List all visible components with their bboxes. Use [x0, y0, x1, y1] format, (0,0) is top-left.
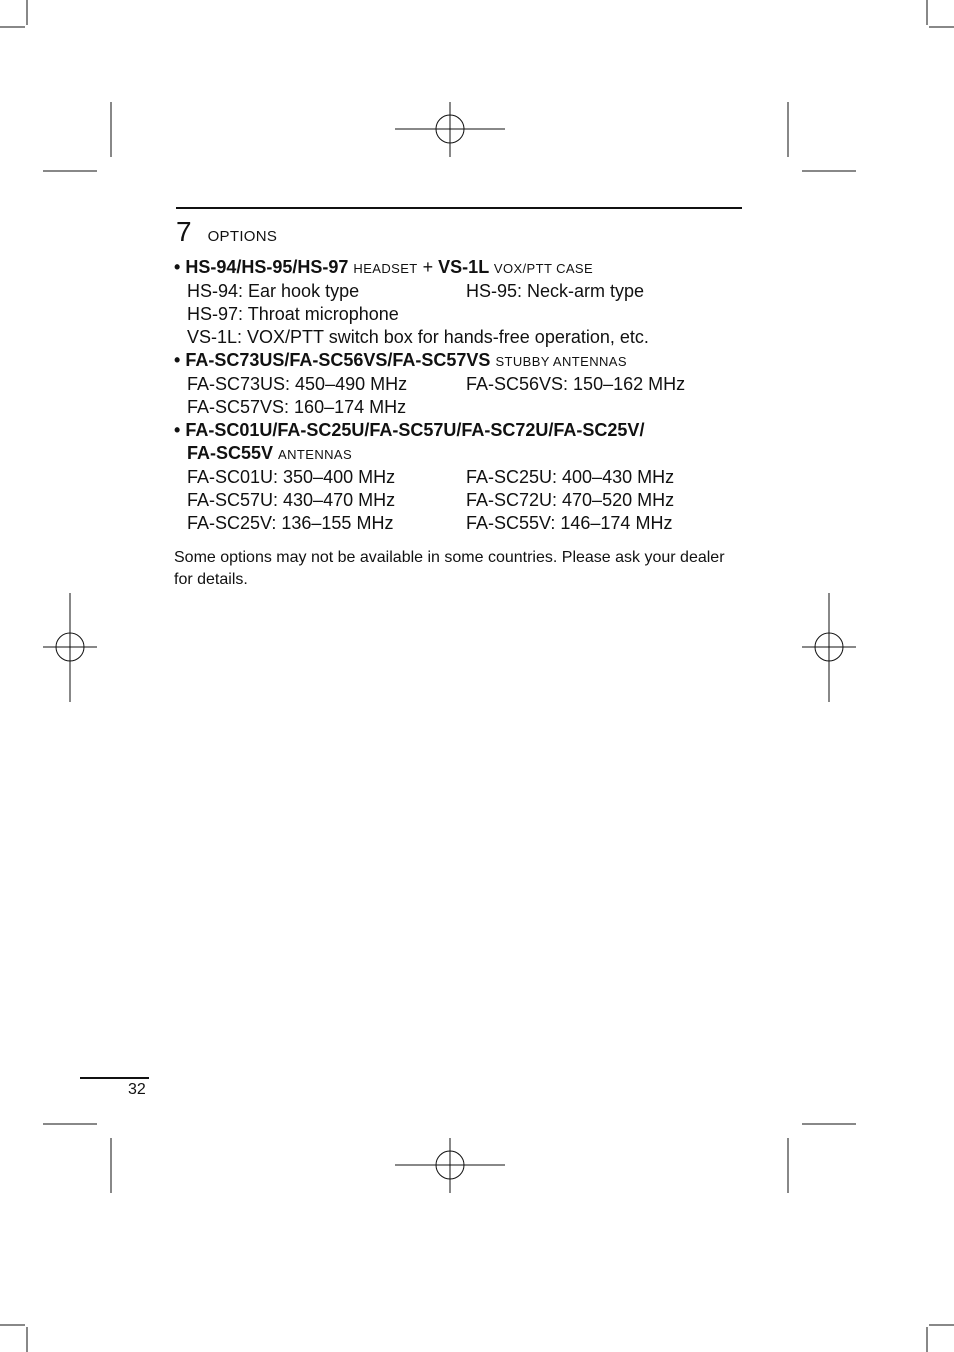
option-category: STUBBY ANTENNAS: [495, 354, 627, 369]
option-category-2: VOX/PTT CASE: [493, 261, 594, 276]
spec-cell: FA-SC72U: 470–520 MHz: [466, 490, 675, 510]
spec-cell: FA-SC57U: 430–470 MHz: [187, 490, 396, 510]
chapter-title: OPTIONS: [207, 228, 278, 245]
registration-target-left: [43, 593, 97, 702]
spec-cell: VS-1L: VOX/PTT switch box for hands-free operation, etc.: [187, 327, 649, 347]
spec-row: [174, 280, 746, 303]
registration-target-bottom: [395, 1138, 505, 1193]
plus-sign: +: [422, 257, 434, 277]
spec-cell: FA-SC25V: 136–155 MHz: [187, 513, 394, 533]
option-model-2: VS-1L: [438, 257, 489, 277]
spec-cell: FA-SC56VS: 150–162 MHz: [466, 374, 686, 394]
option-model: HS-94/HS-95/HS-97: [185, 257, 349, 277]
spec-row: [174, 466, 746, 489]
option-heading: [174, 349, 746, 373]
bullet: •: [174, 350, 181, 370]
footer-rule: [80, 1077, 149, 1079]
option-heading-line-2: [174, 442, 746, 466]
option-item-stubby-antennas: [174, 349, 746, 419]
spec-cell: FA-SC57VS: 160–174 MHz: [187, 397, 407, 417]
chapter-number: 7: [176, 216, 192, 247]
chapter-header: [176, 216, 277, 248]
option-model: FA-SC73US/FA-SC56VS/FA-SC57VS: [185, 350, 491, 370]
spec-cell: FA-SC25U: 400–430 MHz: [466, 467, 675, 487]
spec-cell: HS-94: Ear hook type: [187, 281, 360, 301]
registration-target-right: [802, 593, 856, 702]
spec-cell: FA-SC55V: 146–174 MHz: [466, 513, 673, 533]
header-rule: [176, 207, 742, 209]
spec-cell: HS-97: Throat microphone: [187, 304, 399, 324]
option-category: ANTENNAS: [278, 447, 353, 462]
option-heading: [174, 419, 746, 442]
option-item-headset: [174, 256, 746, 349]
option-category: HEADSET: [353, 261, 418, 276]
spec-cell: FA-SC73US: 450–490 MHz: [187, 374, 408, 394]
bullet: •: [174, 257, 181, 277]
option-heading: [174, 256, 746, 280]
spec-cell: HS-95: Neck-arm type: [466, 281, 645, 301]
spec-row: [174, 489, 746, 512]
spec-row: [174, 326, 746, 349]
bullet: •: [174, 420, 181, 440]
spec-row: [174, 303, 746, 326]
spec-row: [174, 396, 746, 419]
spec-cell: FA-SC01U: 350–400 MHz: [187, 467, 396, 487]
option-model-line-2: FA-SC55V: [187, 443, 274, 463]
option-item-antennas: [174, 419, 746, 535]
options-list: [174, 256, 746, 591]
option-model: FA-SC01U/FA-SC25U/FA-SC57U/FA-SC72U/FA-SC25V/: [185, 420, 645, 440]
page-number: 32: [128, 1081, 146, 1098]
spec-row: [174, 373, 746, 396]
availability-note: Some options may not be available in some countries. Please ask your dealer for details.: [174, 549, 725, 588]
registration-target-top: [395, 102, 505, 157]
spec-row: [174, 512, 746, 535]
